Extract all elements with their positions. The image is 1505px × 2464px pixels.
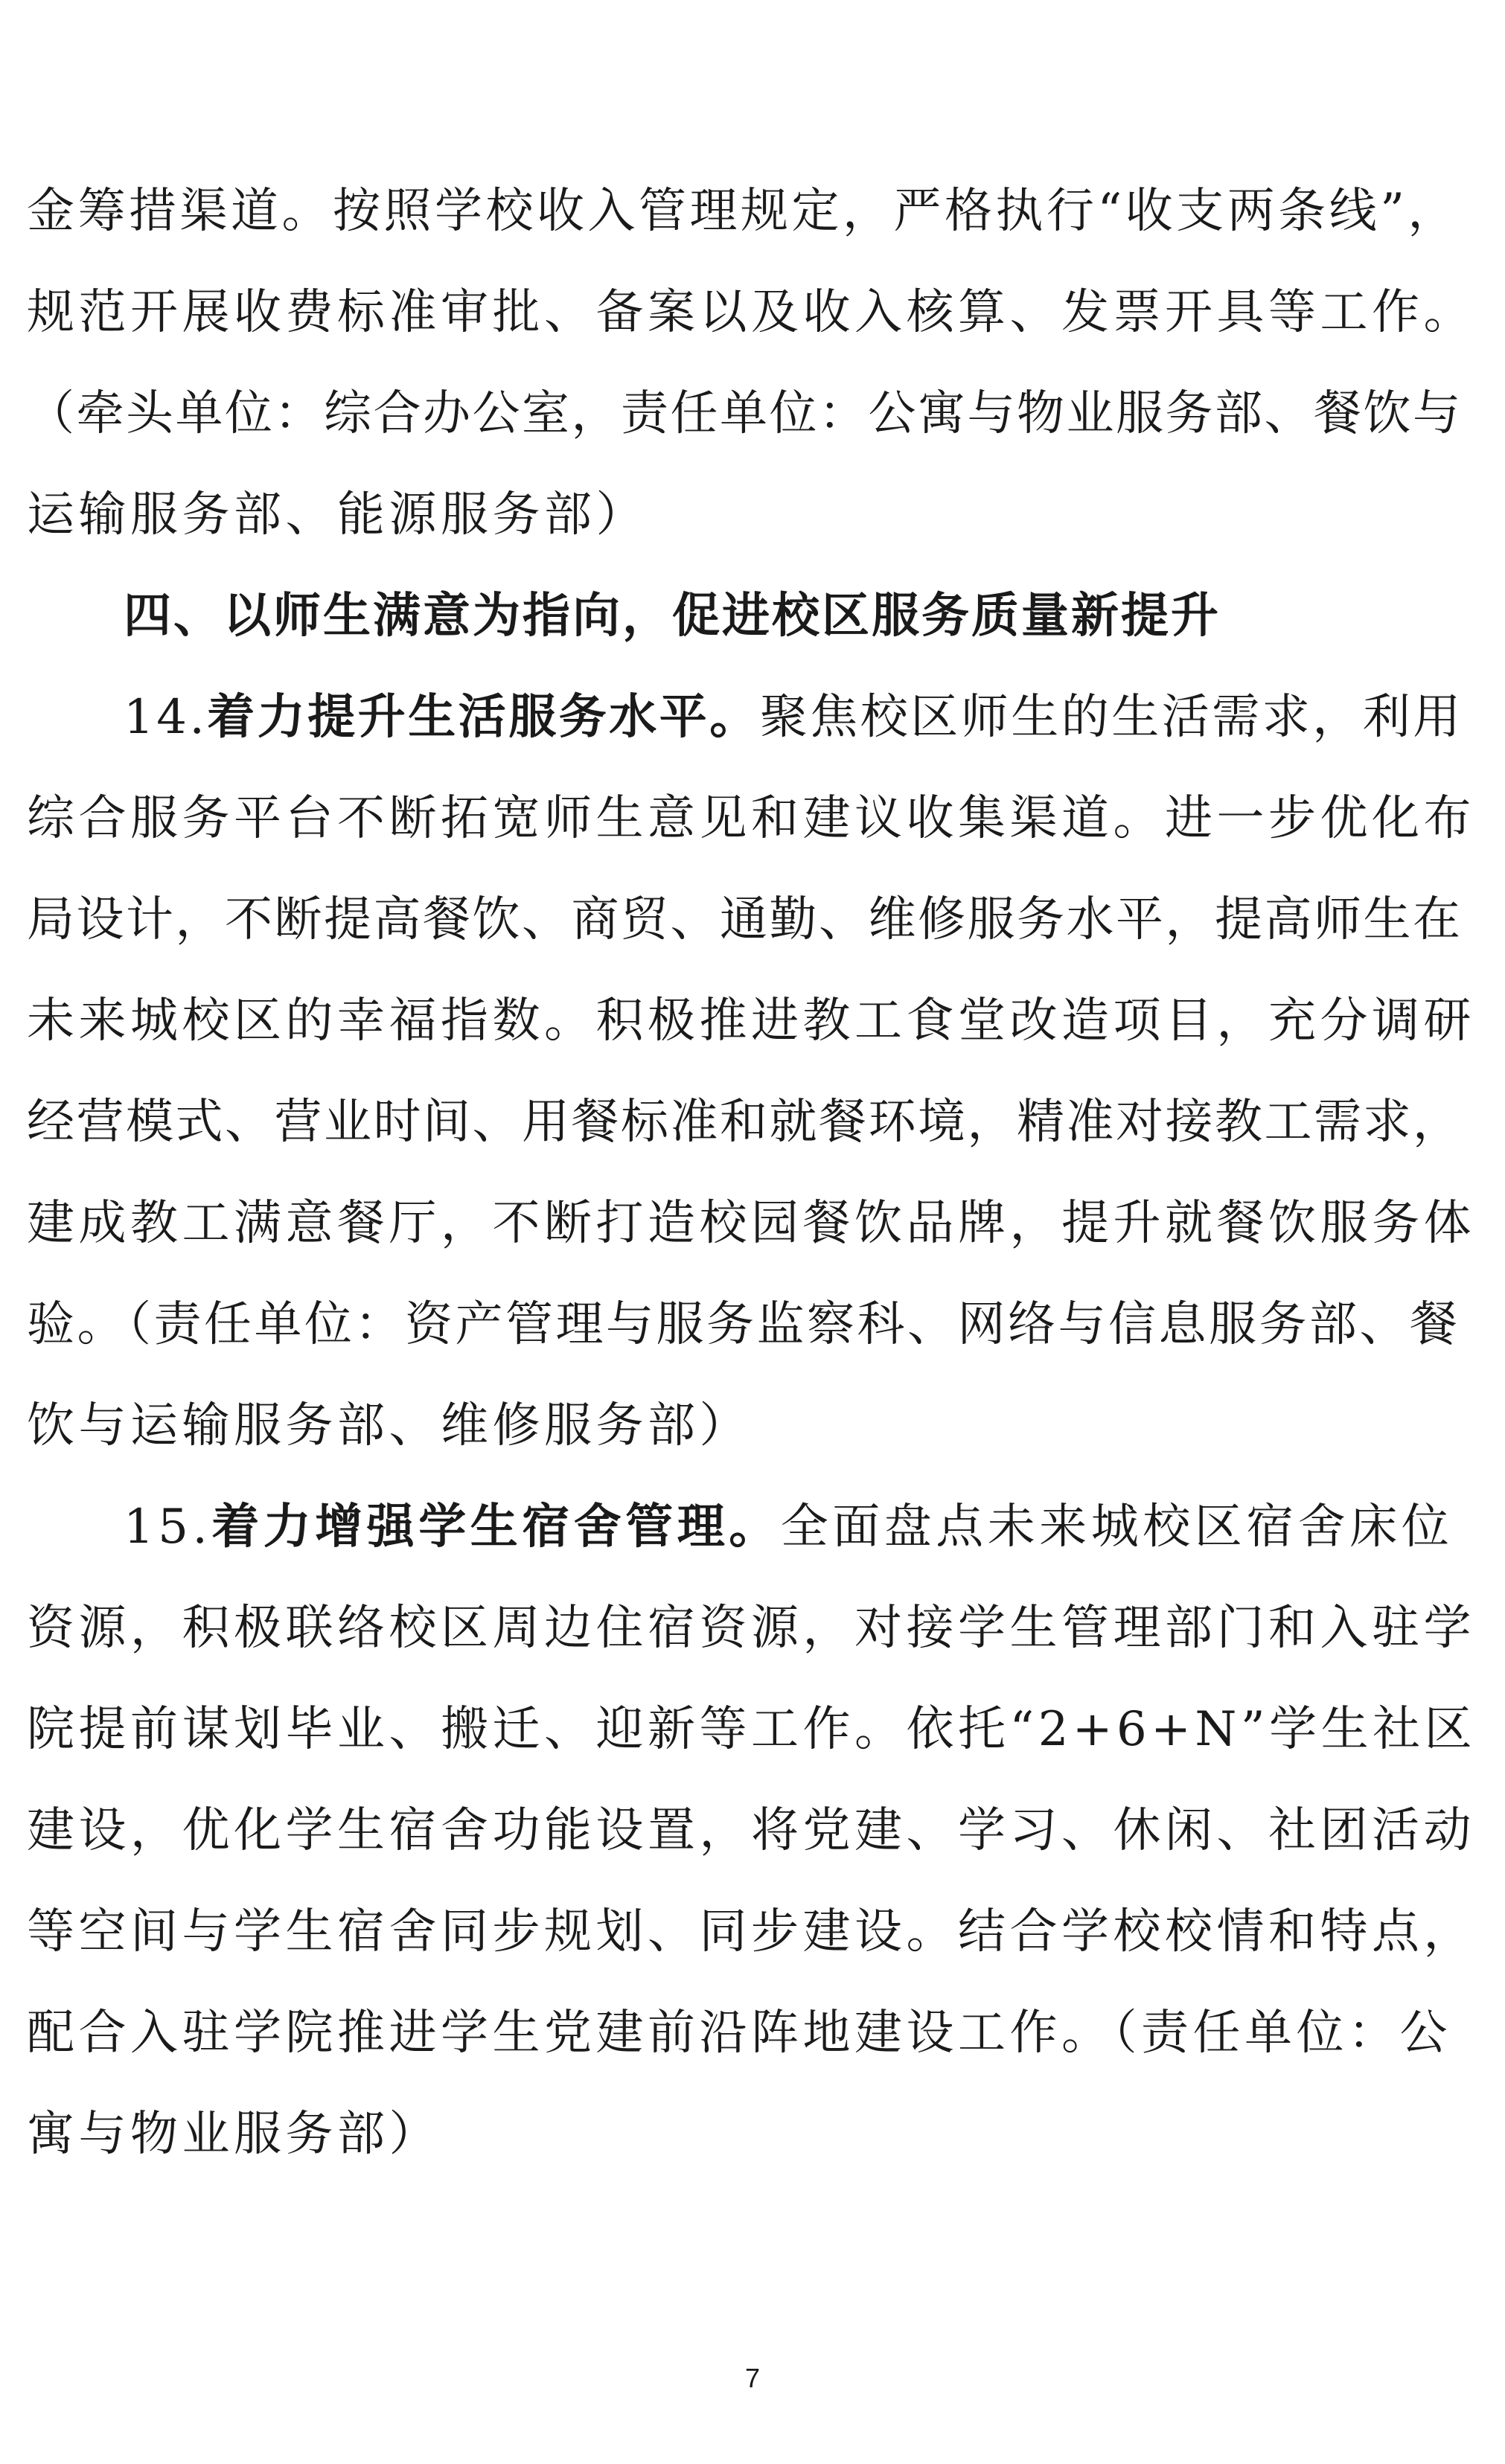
body-line: （牵头单位：综合办公室，责任单位：公寓与物业服务部、餐饮与 xyxy=(27,386,1463,441)
body-line: 经营模式、营业时间、用餐标准和就餐环境，精准对接教工需求， xyxy=(27,1095,1463,1150)
body-line: 饮与运输服务部、维修服务部） xyxy=(27,1398,751,1453)
item-15-title: 着力增强学生宿舍管理。 xyxy=(211,1500,781,1555)
body-line: 院提前谋划毕业、搬迁、迎新等工作。依托“2+6+N”学生社区 xyxy=(27,1702,1477,1757)
body-line: 金筹措渠道。按照学校收入管理规定，严格执行“收支两条线”， xyxy=(27,184,1459,239)
item-15-first-text: 全面盘点未来城校区宿舍床位 xyxy=(780,1500,1454,1555)
body-line: 规范开展收费标准审批、备案以及收入核算、发票开具等工作。 xyxy=(27,285,1475,340)
body-line: 寓与物业服务部） xyxy=(27,2107,441,2162)
body-line: 等空间与学生宿舍同步规划、同步建设。结合学校校情和特点， xyxy=(27,1904,1475,1959)
item-14-first-line xyxy=(124,667,1478,768)
body-line: 验。（责任单位：资产管理与服务监察科、网络与信息服务部、餐 xyxy=(27,1297,1460,1352)
item-14-number: 14. xyxy=(124,690,208,745)
body-line: 资源，积极联络校区周边住宿资源，对接学生管理部门和入驻学 xyxy=(27,1601,1475,1656)
section-heading: 四、以师生满意为指向，促进校区服务质量新提升 xyxy=(124,589,1221,644)
body-line: 综合服务平台不断拓宽师生意见和建议收集渠道。进一步优化布 xyxy=(27,791,1475,846)
page-number: 7 xyxy=(744,2363,761,2393)
body-line: 配合入驻学院推进学生党建前沿阵地建设工作。（责任单位：公 xyxy=(27,2006,1451,2061)
item-15-number: 15. xyxy=(124,1500,212,1555)
body-line: 建设，优化学生宿舍功能设置，将党建、学习、休闲、社团活动 xyxy=(27,1803,1475,1858)
item-14-first-text: 聚焦校区师生的生活需求，利用 xyxy=(759,690,1463,745)
body-line: 运输服务部、能源服务部） xyxy=(27,487,648,543)
item-14-title: 着力提升生活服务水平。 xyxy=(207,690,760,745)
body-line: 局设计，不断提高餐饮、商贸、通勤、维修服务水平，提高师生在 xyxy=(27,892,1463,947)
body-line: 未来城校区的幸福指数。积极推进教工食堂改造项目，充分调研 xyxy=(27,993,1475,1049)
body-line: 建成教工满意餐厅，不断打造校园餐饮品牌，提升就餐饮服务体 xyxy=(27,1196,1475,1251)
item-15-first-line xyxy=(124,1476,1478,1578)
